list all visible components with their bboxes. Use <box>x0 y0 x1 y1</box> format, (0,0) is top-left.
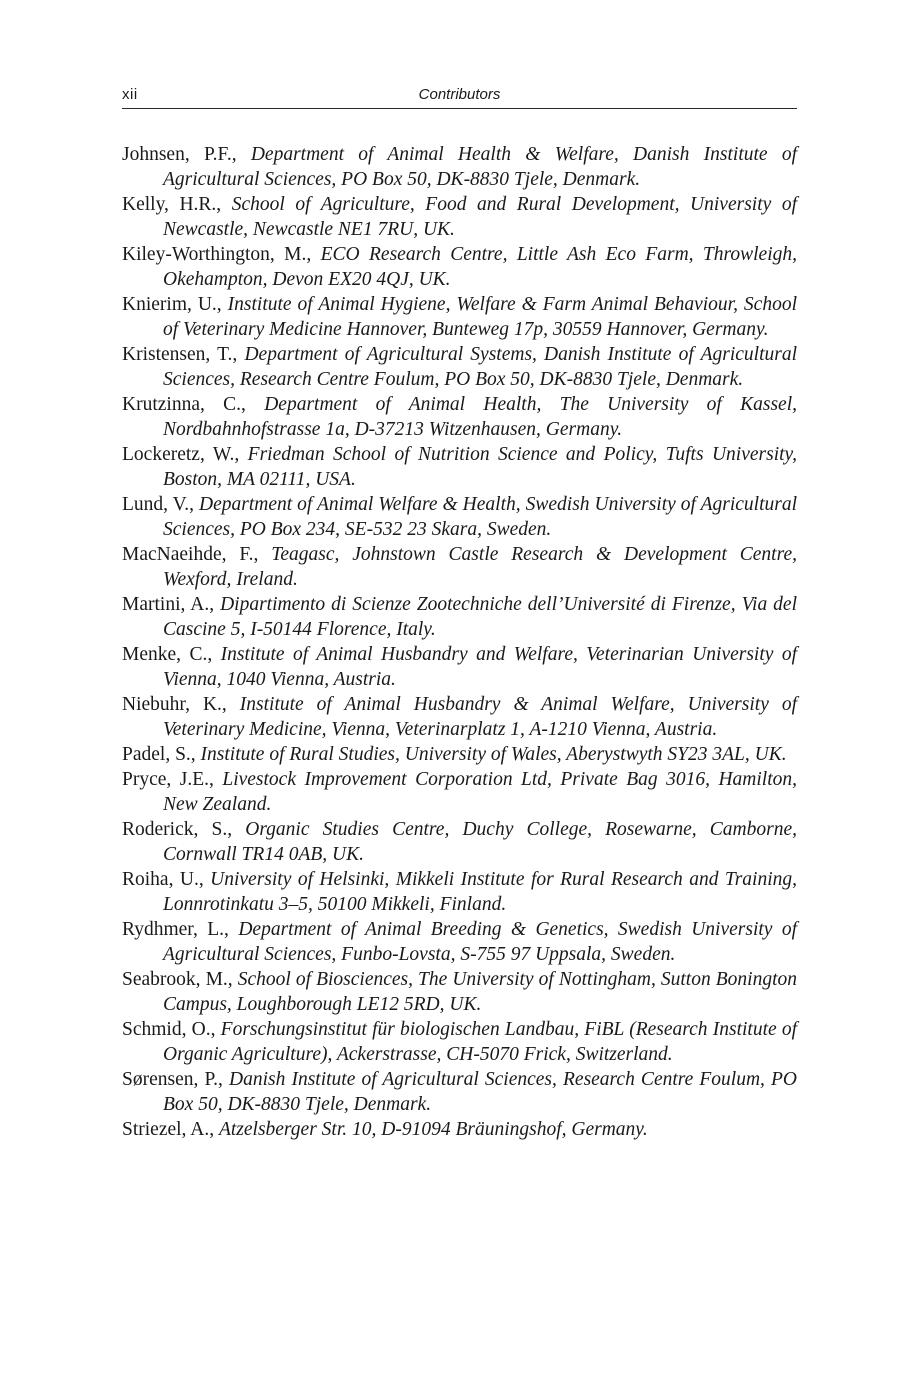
contributor-affiliation: Livestock Improvement Corporation Ltd, Private Bag 3016, Hamilton, New Zealand. <box>163 769 798 815</box>
contributor-entry <box>122 917 797 967</box>
contributor-affiliation: Atzelsberger Str. 10, D-91094 Bräuningshof, Germany. <box>218 1119 648 1140</box>
contributor-name: Kristensen, T., <box>122 344 238 365</box>
contributor-affiliation: Danish Institute of Agricultural Sciences, Research Centre Foulum, PO Box 50, DK-8830 Tjele, Denmark. <box>163 1069 798 1115</box>
contributor-affiliation: ECO Research Centre, Little Ash Eco Farm, Throwleigh, Okehampton, Devon EX20 4QJ, UK. <box>163 244 798 290</box>
contributor-entry <box>122 1117 797 1142</box>
contributor-entry <box>122 692 797 742</box>
contributor-name: Sørensen, P., <box>122 1069 223 1090</box>
contributor-name: Lund, V., <box>122 494 195 515</box>
contributor-affiliation: School of Agriculture, Food and Rural Development, University of Newcastle, Newcastle NE1 7RU, UK. <box>163 194 797 240</box>
contributor-name: Kelly, H.R., <box>122 194 222 215</box>
contributor-entry <box>122 592 797 642</box>
running-title: Contributors <box>418 86 501 103</box>
contributor-affiliation: School of Biosciences, The University of Nottingham, Sutton Bonington Campus, Loughborough LE12 5RD, UK. <box>163 969 798 1015</box>
contributor-entry <box>122 242 797 292</box>
contributor-name: Roderick, S., <box>122 819 233 840</box>
contributor-list <box>122 142 797 1142</box>
contributor-entry <box>122 1067 797 1117</box>
contributor-affiliation: University of Helsinki, Mikkeli Institute for Rural Research and Training, Lonnrotinkatu 3–5, 50100 Mikkeli, Finland. <box>163 869 797 915</box>
contributor-affiliation: Teagasc, Johnstown Castle Research & Development Centre, Wexford, Ireland. <box>163 544 797 590</box>
contributor-name: Niebuhr, K., <box>122 694 227 715</box>
contributor-affiliation: Department of Animal Breeding & Genetics, Swedish University of Agricultural Sciences, Funbo-Lovsta, S-755 97 Uppsala, Sweden. <box>163 919 798 965</box>
contributor-name: Pryce, J.E., <box>122 769 214 790</box>
contributor-name: Knierim, U., <box>122 294 222 315</box>
contributor-entry <box>122 142 797 192</box>
page-number: xii <box>122 86 138 103</box>
contributor-affiliation: Department of Animal Welfare & Health, Swedish University of Agricultural Sciences, PO Box 234, SE-532 23 Skara, Sweden. <box>163 494 798 540</box>
contributor-affiliation: Department of Animal Health, The University of Kassel, Nordbahnhofstrasse 1a, D-37213 Witzenhausen, Germany. <box>163 394 798 440</box>
contributor-entry <box>122 442 797 492</box>
contributor-name: Rydhmer, L., <box>122 919 229 940</box>
contributor-entry <box>122 967 797 1017</box>
contributor-name: Striezel, A., <box>122 1119 215 1140</box>
contributor-entry <box>122 342 797 392</box>
contributor-name: Martini, A., <box>122 594 215 615</box>
contributor-entry <box>122 1017 797 1067</box>
contributor-name: MacNaeihde, F., <box>122 544 259 565</box>
contributor-affiliation: Institute of Animal Husbandry & Animal Welfare, University of Veterinary Medicine, Vienna, Veterinarplatz 1, A-1210 Vienna, Austria. <box>163 694 797 740</box>
contributor-affiliation: Dipartimento di Scienze Zootechniche dell’Université di Firenze, Via del Cascine 5, I-50144 Florence, Italy. <box>163 594 798 640</box>
contributor-name: Johnsen, P.F., <box>122 144 237 165</box>
contributor-name: Padel, S., <box>122 744 196 765</box>
contributor-entry <box>122 767 797 817</box>
contributor-affiliation: Institute of Rural Studies, University of Wales, Aberystwyth SY23 3AL, UK. <box>200 744 787 765</box>
running-head <box>122 82 797 109</box>
contributor-name: Kiley-Worthington, M., <box>122 244 312 265</box>
contributor-entry <box>122 817 797 867</box>
contributor-affiliation: Institute of Animal Hygiene, Welfare & Farm Animal Behaviour, School of Veterinary Medicine Hannover, Bunteweg 17p, 30559 Hannover, Germany. <box>163 294 797 340</box>
contributor-entry <box>122 642 797 692</box>
contributor-name: Lockeretz, W., <box>122 444 240 465</box>
contributor-entry <box>122 192 797 242</box>
contributor-affiliation: Forschungsinstitut für biologischen Landbau, FiBL (Research Institute of Organic Agriculture), Ackerstrasse, CH-5070 Frick, Switzerland. <box>163 1019 797 1065</box>
contributor-name: Schmid, O., <box>122 1019 216 1040</box>
contributor-entry <box>122 492 797 542</box>
contributor-entry <box>122 392 797 442</box>
contributor-name: Seabrook, M., <box>122 969 233 990</box>
book-page <box>122 82 797 1142</box>
contributor-affiliation: Organic Studies Centre, Duchy College, Rosewarne, Camborne, Cornwall TR14 0AB, UK. <box>163 819 798 865</box>
contributor-entry <box>122 867 797 917</box>
contributor-entry <box>122 742 797 767</box>
contributor-entry <box>122 292 797 342</box>
contributor-name: Krutzinna, C., <box>122 394 246 415</box>
contributor-affiliation: Institute of Animal Husbandry and Welfare, Veterinarian University of Vienna, 1040 Vienna, Austria. <box>163 644 798 690</box>
contributor-name: Roiha, U., <box>122 869 204 890</box>
contributor-affiliation: Friedman School of Nutrition Science and Policy, Tufts University, Boston, MA 02111, USA. <box>163 444 797 490</box>
contributor-name: Menke, C., <box>122 644 213 665</box>
contributor-affiliation: Department of Animal Health & Welfare, Danish Institute of Agricultural Sciences, PO Box 50, DK-8830 Tjele, Denmark. <box>163 144 797 190</box>
contributor-affiliation: Department of Agricultural Systems, Danish Institute of Agricultural Sciences, Research Centre Foulum, PO Box 50, DK-8830 Tjele, Denmark. <box>163 344 798 390</box>
contributor-entry <box>122 542 797 592</box>
